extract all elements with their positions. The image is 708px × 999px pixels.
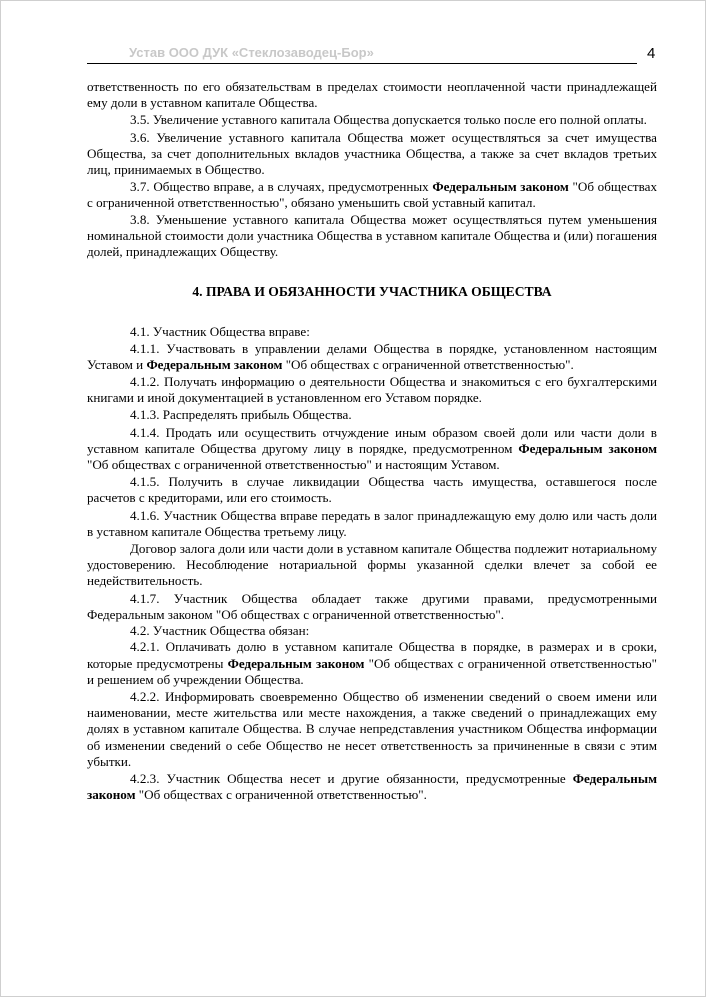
paragraph-3-6: 3.6. Увеличение уставного капитала Общества может осуществляться за счет имущества Общества, за счет дополнительных вкладов участника Общества, а также за счет вкладов третьих лиц, принимаемых в Общество. — [87, 129, 657, 178]
paragraph-4-1-4-text-end: "Об обществах с ограниченной ответственностью" и настоящим Уставом. — [87, 457, 500, 473]
paragraph-4-1: 4.1. Участник Общества вправе: — [130, 324, 310, 340]
running-header — [87, 45, 637, 64]
paragraph-3-7-text-end: "Об обществах с ограниченной ответственностью", обязано уменьшить свой уставный капитал. — [87, 179, 658, 211]
paragraph-3-8: 3.8. Уменьшение уставного капитала Общества может осуществляться путем уменьшения номинальной стоимости доли участника Общества в уставном капитале Общества и (или) погашения долей, принадлежащих Обществу. — [87, 211, 657, 260]
paragraph-4-1-4-text-start: 4.1.4. Продать или осуществить отчуждение иным образом своей доли или части доли в уставном капитале Общества другому лицу в порядке, предусмотренном — [87, 424, 657, 456]
document-body — [87, 79, 657, 803]
paragraph-4-2-1-law-name: Федеральным законом — [227, 655, 365, 671]
paragraph-4-1-1 — [87, 341, 657, 373]
paragraph-4-2-1 — [87, 639, 657, 688]
paragraph-4-1-2: 4.1.2. Получать информацию о деятельности Общества и знакомиться с его бухгалтерскими книгами и иной документацией в установленном его Уставом порядке. — [87, 374, 657, 406]
paragraph-4-1-4-law-name: Федеральным законом — [518, 440, 657, 456]
paragraph-4-1-6: 4.1.6. Участник Общества вправе передать в залог принадлежащую ему долю или часть доли в уставном капитале Общества третьему лицу. — [87, 507, 657, 539]
paragraph-4-1-3: 4.1.3. Распределять прибыль Общества. — [130, 407, 352, 423]
paragraph-4-2: 4.2. Участник Общества обязан: — [130, 623, 310, 639]
section-4-heading: 4. ПРАВА И ОБЯЗАННОСТИ УЧАСТНИКА ОБЩЕСТВА — [192, 284, 552, 300]
paragraph-pledge: Договор залога доли или части доли в уставном капитале Общества подлежит нотариальному удостоверению. Несоблюдение нотариальной формы указанной сделки влечет за собой ее недействительность. — [87, 541, 657, 589]
paragraph-4-1-1-text-start: 4.1.1. Участвовать в управлении делами Общества в порядке, установленном настоящим Уставом и — [87, 340, 657, 372]
paragraph-4-2-3 — [87, 771, 657, 803]
page-number: 4 — [647, 45, 656, 62]
paragraph-3-7-text-start: 3.7. Общество вправе, а в случаях, предусмотренных — [130, 179, 433, 195]
paragraph-4-1-5: 4.1.5. Получить в случае ликвидации Общества часть имущества, оставшегося после расчетов с кредиторами, или его стоимость. — [87, 474, 657, 506]
paragraph-4-2-1-text-start: 4.2.1. Оплачивать долю в уставном капитале Общества в порядке, в размерах и в сроки, которые предусмотрены — [87, 639, 657, 671]
paragraph-4-1-4 — [87, 425, 657, 474]
paragraph-4-1-1-text-end: "Об обществах с ограниченной ответственностью". — [282, 356, 574, 372]
paragraph-4-2-2: 4.2.2. Информировать своевременно Общество об изменении сведений о своем имени или наименовании, месте жительства или месте нахождения, а также сведений о принадлежащих ему долях в уставном капитале Общества. В случае непредставления участником Общества информации об изменении сведений о себе Общество не несет ответственность за причиненные в связи с этим убытки. — [87, 688, 657, 769]
paragraph-4-1-1-law-name: Федеральным законом — [146, 356, 283, 372]
paragraph-4-2-3-text-end: "Об обществах с ограниченной ответственностью". — [135, 787, 427, 803]
paragraph-4-2-3-text-start: 4.2.3. Участник Общества несет и другие обязанности, предусмотренные — [130, 770, 573, 786]
paragraph-3-7-law-name: Федеральным законом — [432, 179, 569, 195]
paragraph-4-2-3-law-name: Федеральным законом — [87, 770, 657, 803]
header-title: Устав ООО ДУК «Стеклозаводец-Бор» — [129, 45, 374, 60]
paragraph-3-5: 3.5. Увеличение уставного капитала Общества допускается только после его полной оплаты. — [130, 112, 647, 128]
paragraph-4-2-1-text-end: "Об обществах с ограниченной ответственностью" и решением об учреждении Общества. — [87, 655, 657, 687]
paragraph-4-1-7: 4.1.7. Участник Общества обладает также другими правами, предусмотренными Федеральным законом "Об обществах с ограниченной ответственностью". — [87, 590, 657, 622]
paragraph-3-7 — [87, 179, 657, 211]
paragraph-continuation: ответственность по его обязательствам в пределах стоимости неоплаченной части принадлежащей ему доли в уставном капитале Общества. — [87, 79, 657, 111]
